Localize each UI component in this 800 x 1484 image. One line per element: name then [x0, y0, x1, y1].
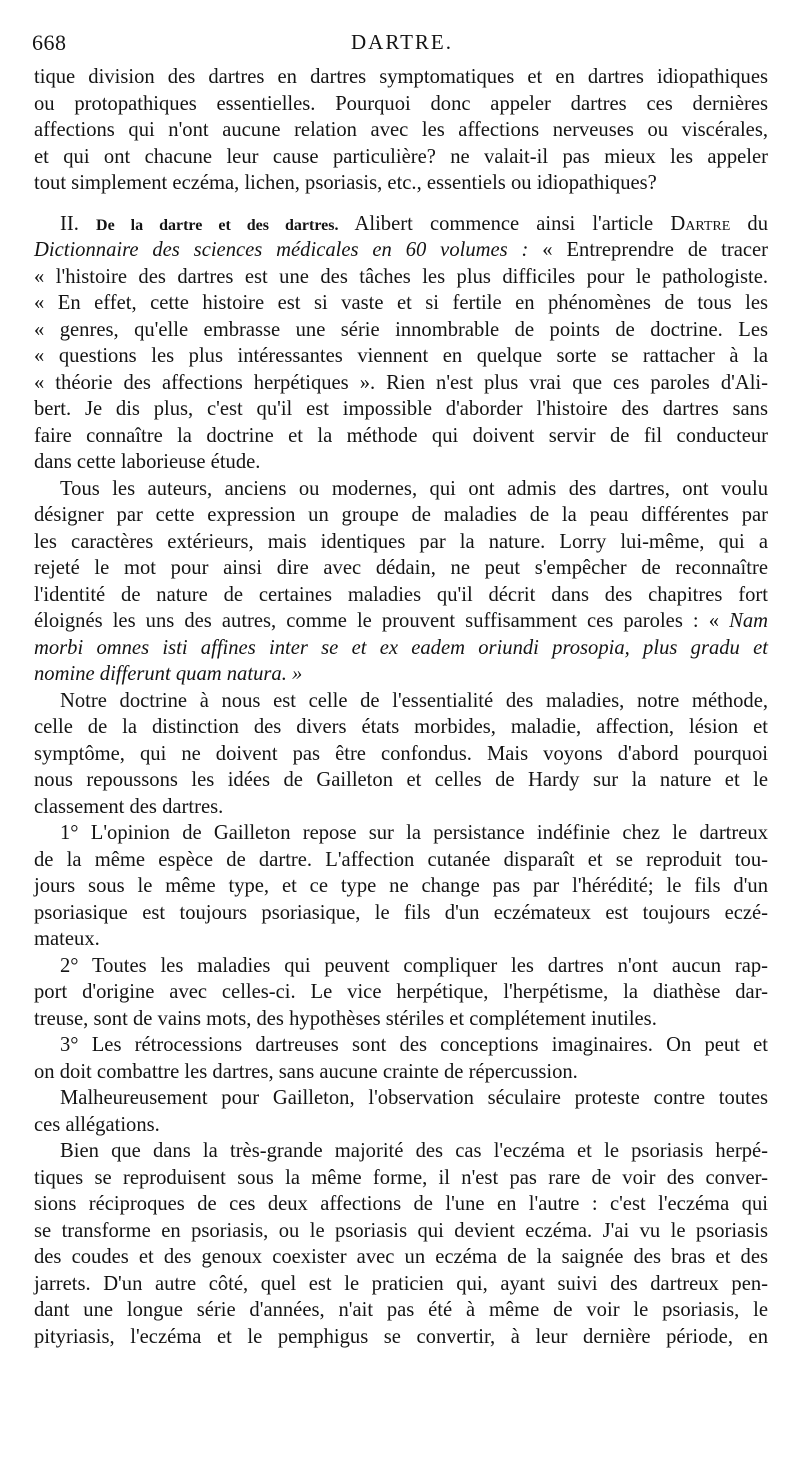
text-line: faire connaître la doctrine et la méthode qui doivent servir de fil conducteur	[34, 424, 768, 447]
text-line: éloignés les uns des autres, comme le prouvent suffisamment ces paroles : « Nam	[34, 610, 768, 632]
text-line: tout simplement eczéma, lichen, psoriasis, etc., essentiels ou idiopathiques?	[34, 172, 657, 194]
text-line: « genres, qu'elle embrasse une série innombrable de points de doctrine. Les	[34, 318, 768, 341]
text-line: classement des dartres.	[34, 795, 224, 818]
body-text	[34, 64, 768, 1350]
text-line: rejeté le mot pour ainsi dire avec dédain, ne peut s'empêcher de reconnaître	[34, 557, 768, 579]
text-line: ou protopathiques essentielles. Pourquoi donc appeler dartres ces dernières	[34, 92, 768, 115]
italic-quote-start: Nam	[729, 610, 768, 632]
text-line: bert. Je dis plus, c'est qu'il est impossible d'aborder l'histoire des dartres sans	[34, 398, 768, 420]
text-line: jarrets. D'un autre côté, quel est le praticien qui, ayant suivi des dartreux pen-	[34, 1272, 768, 1295]
text-line: port d'origine avec celles-ci. Le vice herpétique, l'herpétisme, la diathèse dar-	[34, 981, 768, 1003]
text-line: celle de la distinction des divers états morbides, maladie, affection, lésion et	[34, 716, 768, 738]
text-line: sions réciproques de ces deux affections de l'une en l'autre : c'est l'eczéma qui	[34, 1193, 768, 1215]
heading-end: du	[730, 212, 769, 235]
text-line: mateux.	[34, 928, 100, 950]
running-title: DARTRE.	[351, 30, 453, 54]
text-line: tiques se reproduisent sous la même forme, il n'est pas rare de voir des conver-	[34, 1166, 768, 1189]
text-line: 2° Toutes les maladies qui peuvent compliquer les dartres n'ont aucun rap-	[60, 954, 768, 977]
text-line: jours sous le même type, et ce type ne change pas par l'hérédité; le fils d'un	[34, 875, 768, 897]
text-line: « En effet, cette histoire est si vaste et si fertile en phénomènes de tous les	[34, 292, 768, 314]
text-line: Dictionnaire des sciences médicales en 60 volumes : « Entreprendre de tracer	[34, 239, 768, 261]
text-line: 1° L'opinion de Gailleton repose sur la persistance indéfinie chez le dartreux	[60, 822, 768, 844]
text-line: psoriasique est toujours psoriasique, le fils d'un eczémateux est toujours eczé-	[34, 901, 768, 924]
text-line: nous repoussons les idées de Gailleton et celles de Hardy sur la nature et le	[34, 769, 768, 791]
text-line: l'identité de nature de certaines maladies qu'il décrit dans des chapitres fort	[34, 583, 768, 606]
page-header	[32, 30, 772, 56]
section-title: De la dartre et des dartres.	[96, 216, 339, 234]
text-line: « questions les plus intéressantes viennent en quelque sorte se rattacher à la	[34, 345, 768, 367]
text-line: Tous les auteurs, anciens ou modernes, qui ont admis des dartres, ont voulu	[60, 477, 768, 500]
text-line: « théorie des affections herpétiques ». Rien n'est plus vrai que ces paroles d'Ali-	[34, 371, 768, 394]
text-line: et qui ont chacune leur cause particulière? ne valait-il pas mieux les appeler	[34, 145, 768, 168]
heading-continuation: Alibert commence ainsi l'article	[338, 212, 671, 235]
text-line: pityriasis, l'eczéma et le pemphigus se convertir, à leur dernière période, en	[34, 1325, 768, 1348]
text-line: désigner par cette expression un groupe de maladies de la peau différentes par	[34, 504, 768, 526]
text-line: de la même espèce de dartre. L'affection cutanée disparaît et se reproduit tou-	[34, 848, 768, 871]
text-line: des coudes et des genoux coexister avec un eczéma de la saignée des bras et des	[34, 1246, 768, 1268]
text-line: Bien que dans la très-grande majorité des cas l'eczéma et le psoriasis herpé-	[60, 1140, 768, 1162]
section-numeral: II.	[60, 212, 97, 235]
italic-title: Dictionnaire des sciences médicales en 60 volumes :	[34, 239, 529, 261]
text-line: « l'histoire des dartres est une des tâches les plus difficiles pour le pathologiste.	[34, 265, 768, 288]
text-line: Notre doctrine à nous est celle de l'essentialité des maladies, notre méthode,	[60, 689, 768, 712]
section-heading-line	[34, 211, 768, 238]
text-line: dant une longue série d'années, n'ait pas été à même de voir le psoriasis, le	[34, 1299, 768, 1321]
text-line: se transforme en psoriasis, ou le psoriasis qui devient eczéma. J'ai vu le psoriasis	[34, 1219, 768, 1242]
section-gap	[34, 197, 768, 211]
page-number: 668	[32, 30, 67, 55]
text-line: dans cette laborieuse étude.	[34, 451, 261, 473]
text-line: Malheureusement pour Gailleton, l'observation séculaire proteste contre toutes	[60, 1087, 768, 1109]
text-line: nomine differunt quam natura. »	[34, 663, 303, 685]
text-line: ces allégations.	[34, 1113, 160, 1136]
text-line: symptôme, qui ne doivent pas être confondus. Mais voyons d'abord pourquoi	[34, 742, 768, 765]
text-line: tique division des dartres en dartres symptomatiques et en dartres idiopathiques	[34, 66, 768, 88]
text-line: treuse, sont de vains mots, des hypothèses stériles et complétement inutiles.	[34, 1007, 657, 1030]
text-line: les caractères extérieurs, mais identiques par la nature. Lorry lui-même, qui a	[34, 530, 768, 553]
text-line: 3° Les rétrocessions dartreuses sont des conceptions imaginaires. On peut et	[60, 1034, 768, 1056]
text-line: affections qui n'ont aucune relation avec les affections nerveuses ou viscérales,	[34, 119, 768, 141]
article-word: Dartre	[670, 212, 731, 235]
text-line: morbi omnes isti affines inter se et ex eadem oriundi prosopia, plus gradu et	[34, 636, 768, 659]
text-line: on doit combattre les dartres, sans aucune crainte de répercussion.	[34, 1060, 578, 1083]
